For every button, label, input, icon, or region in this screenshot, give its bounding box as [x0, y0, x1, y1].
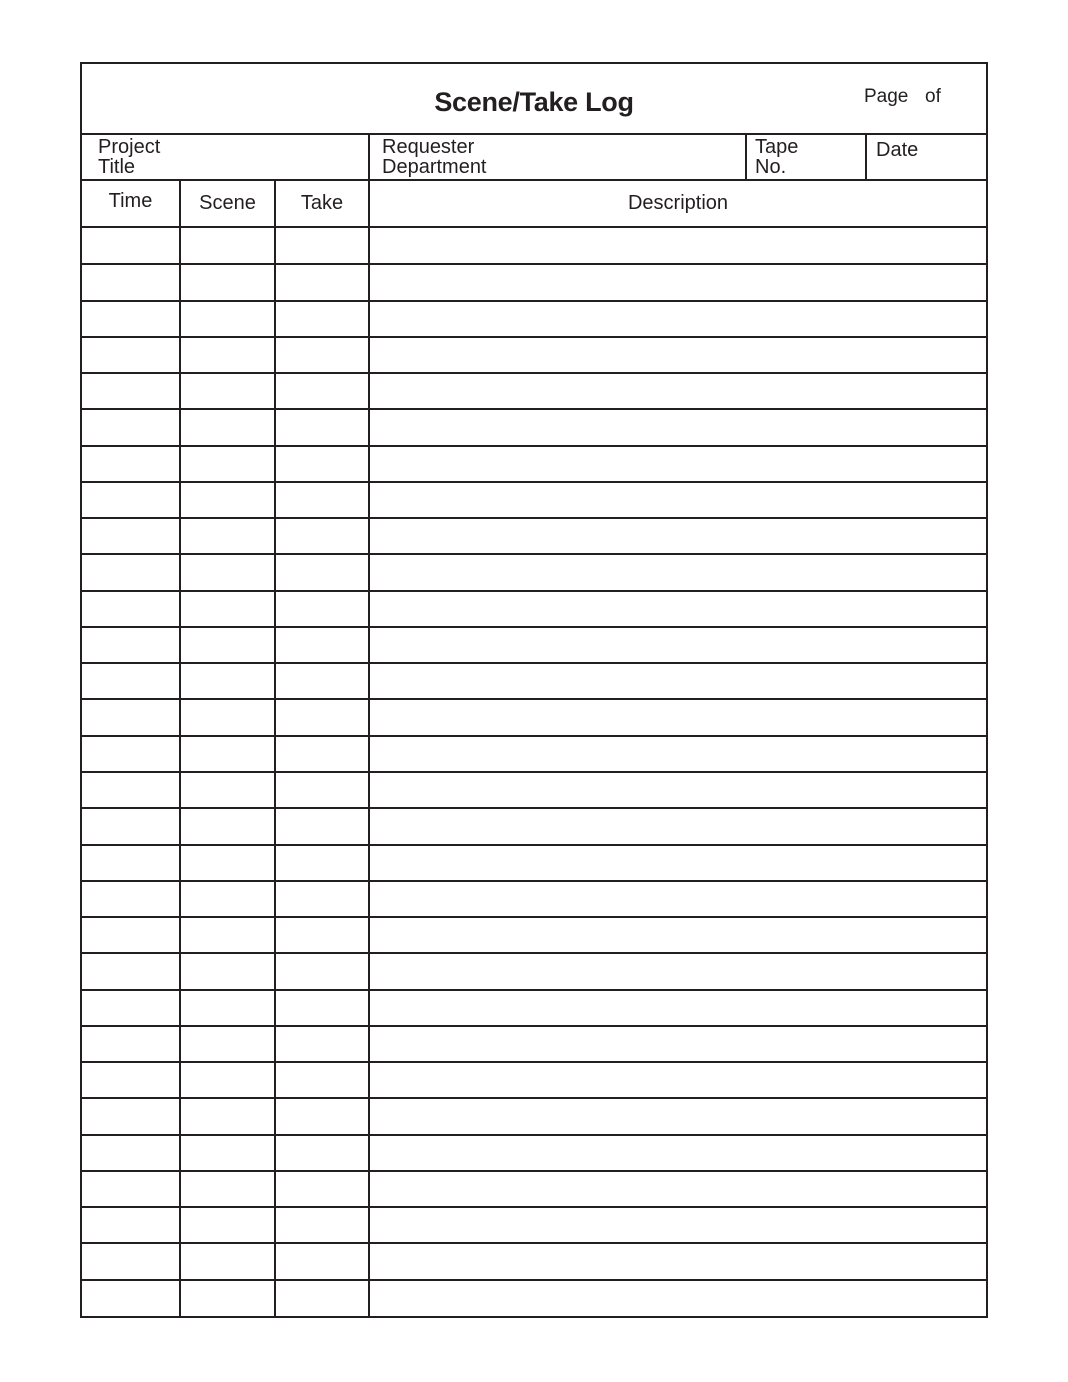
table-row: [82, 917, 986, 953]
table-row: [82, 228, 986, 264]
time-cell[interactable]: [82, 1171, 179, 1207]
column-header-time: Time: [108, 190, 153, 212]
description-cell[interactable]: [368, 1171, 986, 1207]
description-cell[interactable]: [368, 990, 986, 1026]
column-header-row: [82, 181, 986, 228]
time-cell[interactable]: [82, 990, 179, 1026]
row-divider: [82, 1061, 986, 1063]
description-cell[interactable]: [368, 699, 986, 735]
table-row: [82, 881, 986, 917]
time-cell[interactable]: [82, 554, 179, 590]
scene-cell[interactable]: [179, 518, 274, 554]
table-row: [82, 373, 986, 409]
column-divider: [179, 228, 181, 1316]
description-cell[interactable]: [368, 663, 986, 699]
row-divider: [82, 844, 986, 846]
scene-cell[interactable]: [179, 337, 274, 373]
header-fields-row: [82, 135, 986, 181]
scene-cell[interactable]: [179, 1098, 274, 1134]
time-cell[interactable]: [82, 1062, 179, 1098]
time-cell[interactable]: [82, 591, 179, 627]
scene-cell[interactable]: [179, 1280, 274, 1316]
of-label: of: [925, 86, 941, 107]
scene-cell[interactable]: [179, 1135, 274, 1171]
time-cell[interactable]: [82, 772, 179, 808]
row-divider: [82, 1097, 986, 1099]
time-cell[interactable]: [82, 301, 179, 337]
time-cell[interactable]: [82, 1098, 179, 1134]
tape-number-label: Tape No.: [755, 136, 799, 178]
take-cell[interactable]: [274, 845, 368, 881]
table-row: [82, 554, 986, 590]
take-cell[interactable]: [274, 1207, 368, 1243]
row-divider: [82, 807, 986, 809]
take-cell[interactable]: [274, 808, 368, 844]
take-cell[interactable]: [274, 482, 368, 518]
description-cell[interactable]: [368, 264, 986, 300]
row-divider: [82, 662, 986, 664]
description-cell[interactable]: [368, 1026, 986, 1062]
time-cell[interactable]: [82, 1280, 179, 1316]
scene-cell[interactable]: [179, 990, 274, 1026]
scene-cell[interactable]: [179, 554, 274, 590]
row-divider: [82, 300, 986, 302]
take-cell[interactable]: [274, 663, 368, 699]
table-row: [82, 772, 986, 808]
scene-cell[interactable]: [179, 1243, 274, 1279]
take-cell[interactable]: [274, 1098, 368, 1134]
form-title: Scene/Take Log: [434, 87, 634, 117]
row-divider: [82, 698, 986, 700]
row-divider: [82, 553, 986, 555]
scene-cell[interactable]: [179, 264, 274, 300]
take-cell[interactable]: [274, 337, 368, 373]
table-row: [82, 482, 986, 518]
title-row: [82, 64, 986, 135]
time-cell[interactable]: [82, 482, 179, 518]
column-divider: [368, 228, 370, 1316]
time-cell[interactable]: [82, 1207, 179, 1243]
project-title-field[interactable]: [82, 135, 368, 179]
tape-number-field[interactable]: [745, 135, 865, 179]
row-divider: [82, 408, 986, 410]
take-cell[interactable]: [274, 264, 368, 300]
take-cell[interactable]: [274, 699, 368, 735]
row-divider: [82, 1206, 986, 1208]
time-cell[interactable]: [82, 1243, 179, 1279]
time-cell[interactable]: [82, 699, 179, 735]
row-divider: [82, 916, 986, 918]
scene-cell[interactable]: [179, 228, 274, 264]
description-cell[interactable]: [368, 482, 986, 518]
time-cell[interactable]: [82, 627, 179, 663]
take-cell[interactable]: [274, 881, 368, 917]
scene-cell[interactable]: [179, 663, 274, 699]
take-cell[interactable]: [274, 518, 368, 554]
scene-cell[interactable]: [179, 736, 274, 772]
description-cell[interactable]: [368, 1280, 986, 1316]
description-cell[interactable]: [368, 337, 986, 373]
table-row: [82, 1280, 986, 1316]
description-cell[interactable]: [368, 1243, 986, 1279]
row-divider: [82, 481, 986, 483]
time-cell[interactable]: [82, 373, 179, 409]
take-cell[interactable]: [274, 1280, 368, 1316]
description-cell[interactable]: [368, 1062, 986, 1098]
table-row: [82, 736, 986, 772]
take-cell[interactable]: [274, 1243, 368, 1279]
scene-cell[interactable]: [179, 1062, 274, 1098]
row-divider: [82, 336, 986, 338]
table-row: [82, 1135, 986, 1171]
description-cell[interactable]: [368, 917, 986, 953]
table-row: [82, 446, 986, 482]
take-cell[interactable]: [274, 1062, 368, 1098]
take-cell[interactable]: [274, 554, 368, 590]
column-header-description: Description: [368, 181, 986, 226]
row-divider: [82, 445, 986, 447]
table-row: [82, 627, 986, 663]
time-cell[interactable]: [82, 808, 179, 844]
row-divider: [82, 952, 986, 954]
table-row: [82, 808, 986, 844]
row-divider: [82, 1279, 986, 1281]
scene-take-log-form: [80, 62, 988, 1318]
take-cell[interactable]: [274, 990, 368, 1026]
scene-cell[interactable]: [179, 1207, 274, 1243]
scene-cell[interactable]: [179, 772, 274, 808]
scene-cell[interactable]: [179, 917, 274, 953]
scene-cell[interactable]: [179, 373, 274, 409]
description-cell[interactable]: [368, 736, 986, 772]
scene-cell[interactable]: [179, 1026, 274, 1062]
row-divider: [82, 626, 986, 628]
take-cell[interactable]: [274, 591, 368, 627]
description-cell[interactable]: [368, 1207, 986, 1243]
take-cell[interactable]: [274, 301, 368, 337]
take-cell[interactable]: [274, 736, 368, 772]
description-cell[interactable]: [368, 446, 986, 482]
scene-cell[interactable]: [179, 845, 274, 881]
scene-cell[interactable]: [179, 409, 274, 445]
take-cell[interactable]: [274, 772, 368, 808]
description-cell[interactable]: [368, 554, 986, 590]
scene-cell[interactable]: [179, 881, 274, 917]
description-cell[interactable]: [368, 953, 986, 989]
scene-cell[interactable]: [179, 1171, 274, 1207]
table-row: [82, 953, 986, 989]
time-cell[interactable]: [82, 953, 179, 989]
table-row: [82, 518, 986, 554]
table-row: [82, 663, 986, 699]
table-row: [82, 1171, 986, 1207]
scene-cell[interactable]: [179, 591, 274, 627]
row-divider: [82, 517, 986, 519]
take-cell[interactable]: [274, 1026, 368, 1062]
description-cell[interactable]: [368, 518, 986, 554]
description-cell[interactable]: [368, 772, 986, 808]
table-row: [82, 845, 986, 881]
row-divider: [82, 880, 986, 882]
row-divider: [82, 372, 986, 374]
time-cell[interactable]: [82, 663, 179, 699]
description-cell[interactable]: [368, 845, 986, 881]
page-label: Page: [864, 86, 909, 107]
description-cell[interactable]: [368, 591, 986, 627]
take-cell[interactable]: [274, 373, 368, 409]
time-cell[interactable]: [82, 228, 179, 264]
requester-department-field[interactable]: [368, 135, 745, 179]
column-divider: [274, 228, 276, 1316]
time-cell[interactable]: [82, 446, 179, 482]
time-cell[interactable]: [82, 1026, 179, 1062]
scene-cell[interactable]: [179, 953, 274, 989]
row-divider: [82, 1170, 986, 1172]
description-cell[interactable]: [368, 409, 986, 445]
date-field[interactable]: [865, 135, 986, 179]
column-header-take: Take: [274, 181, 368, 226]
row-divider: [82, 735, 986, 737]
table-row: [82, 591, 986, 627]
column-header-scene: Scene: [179, 181, 274, 226]
table-row: [82, 1026, 986, 1062]
description-cell[interactable]: [368, 881, 986, 917]
time-cell[interactable]: [82, 845, 179, 881]
scene-cell[interactable]: [179, 699, 274, 735]
take-cell[interactable]: [274, 1171, 368, 1207]
table-row: [82, 699, 986, 735]
requester-department-label: Requester Department: [382, 136, 487, 178]
time-cell[interactable]: [82, 264, 179, 300]
description-cell[interactable]: [368, 1098, 986, 1134]
row-divider: [82, 1025, 986, 1027]
take-cell[interactable]: [274, 409, 368, 445]
time-cell[interactable]: [82, 917, 179, 953]
table-row: [82, 990, 986, 1026]
time-cell[interactable]: [82, 409, 179, 445]
table-row: [82, 1062, 986, 1098]
table-row: [82, 264, 986, 300]
description-cell[interactable]: [368, 301, 986, 337]
description-cell[interactable]: [368, 627, 986, 663]
row-divider: [82, 1242, 986, 1244]
row-divider: [82, 590, 986, 592]
description-cell[interactable]: [368, 373, 986, 409]
time-cell[interactable]: [82, 518, 179, 554]
table-row: [82, 301, 986, 337]
row-divider: [82, 771, 986, 773]
time-cell[interactable]: [82, 736, 179, 772]
table-row: [82, 1098, 986, 1134]
scene-cell[interactable]: [179, 446, 274, 482]
table-row: [82, 1207, 986, 1243]
scene-cell[interactable]: [179, 627, 274, 663]
row-divider: [82, 989, 986, 991]
scene-cell[interactable]: [179, 482, 274, 518]
scene-cell[interactable]: [179, 808, 274, 844]
row-divider: [82, 263, 986, 265]
description-cell[interactable]: [368, 808, 986, 844]
table-row: [82, 1243, 986, 1279]
time-cell[interactable]: [82, 1135, 179, 1171]
take-cell[interactable]: [274, 953, 368, 989]
take-cell[interactable]: [274, 1135, 368, 1171]
project-title-label: Project Title: [98, 136, 161, 178]
description-cell[interactable]: [368, 228, 986, 264]
description-cell[interactable]: [368, 1135, 986, 1171]
scene-cell[interactable]: [179, 301, 274, 337]
time-cell[interactable]: [82, 337, 179, 373]
table-row: [82, 337, 986, 373]
time-cell[interactable]: [82, 881, 179, 917]
date-label: Date: [876, 139, 919, 161]
take-cell[interactable]: [274, 917, 368, 953]
take-cell[interactable]: [274, 228, 368, 264]
take-cell[interactable]: [274, 446, 368, 482]
table-row: [82, 409, 986, 445]
row-divider: [82, 1134, 986, 1136]
take-cell[interactable]: [274, 627, 368, 663]
